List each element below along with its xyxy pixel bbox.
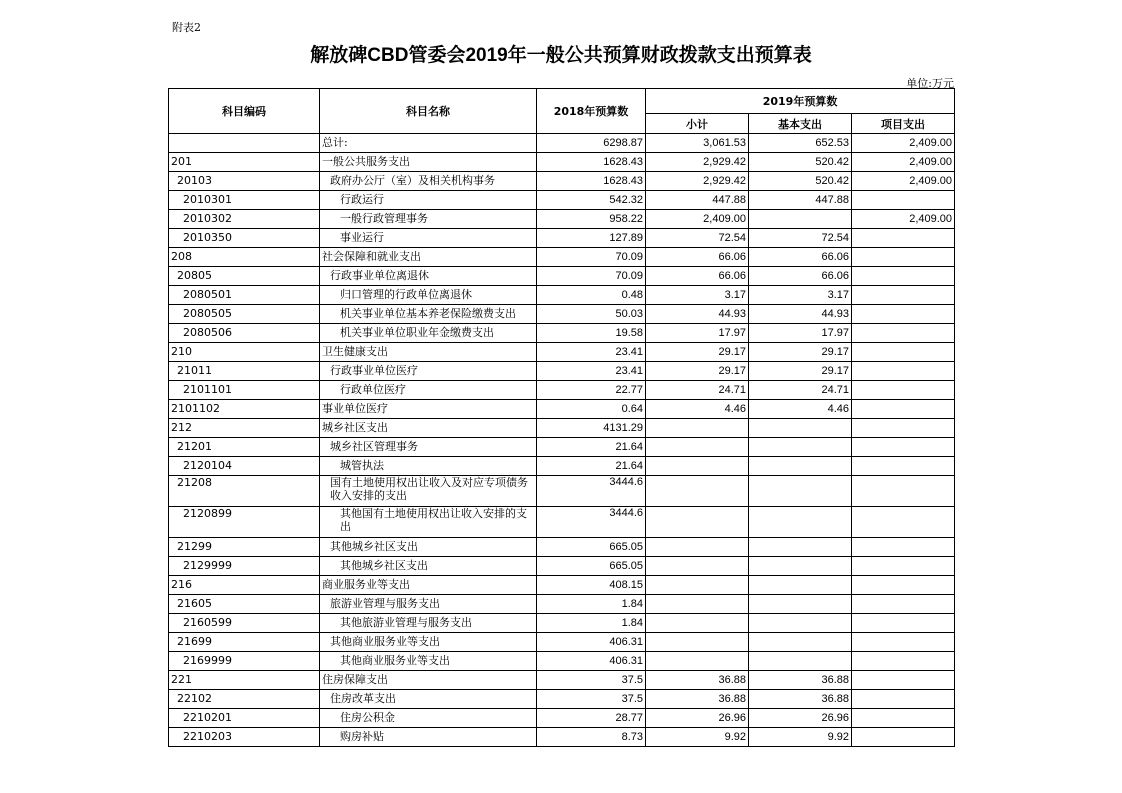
cell-code: 2010350 xyxy=(169,229,320,248)
cell-basic: 9.92 xyxy=(749,728,852,747)
cell-subtotal: 36.88 xyxy=(646,671,749,690)
cell-subtotal xyxy=(646,538,749,557)
cell-budget-2018: 50.03 xyxy=(537,305,646,324)
page-title: 解放碑CBD管委会2019年一般公共预算财政拨款支出预算表 xyxy=(310,45,812,66)
cell-project xyxy=(852,557,955,576)
cell-budget-2018: 3444.6 xyxy=(537,476,646,507)
cell-code: 210 xyxy=(169,343,320,362)
cell-name: 旅游业管理与服务支出 xyxy=(320,595,537,614)
cell-name: 其他国有土地使用权出让收入安排的支出 xyxy=(320,507,537,538)
table-row xyxy=(169,400,955,419)
cell-name: 一般公共服务支出 xyxy=(320,153,537,172)
cell-budget-2018: 1628.43 xyxy=(537,153,646,172)
annex-label: 附表2 xyxy=(172,21,201,34)
table-row xyxy=(169,633,955,652)
table-row xyxy=(169,191,955,210)
cell-project xyxy=(852,286,955,305)
table-row xyxy=(169,507,955,538)
cell-project xyxy=(852,476,955,507)
cell-code: 2120104 xyxy=(169,457,320,476)
table-row xyxy=(169,614,955,633)
cell-code: 2080505 xyxy=(169,305,320,324)
cell-name: 城乡社区管理事务 xyxy=(320,438,537,457)
cell-name: 社会保障和就业支出 xyxy=(320,248,537,267)
cell-basic: 17.97 xyxy=(749,324,852,343)
cell-name: 机关事业单位职业年金缴费支出 xyxy=(320,324,537,343)
cell-project xyxy=(852,324,955,343)
cell-basic xyxy=(749,652,852,671)
cell-code: 21201 xyxy=(169,438,320,457)
cell-name: 政府办公厅（室）及相关机构事务 xyxy=(320,172,537,191)
cell-name: 行政运行 xyxy=(320,191,537,210)
cell-project: 2,409.00 xyxy=(852,210,955,229)
cell-subtotal xyxy=(646,633,749,652)
cell-subtotal xyxy=(646,614,749,633)
cell-project xyxy=(852,633,955,652)
cell-subtotal xyxy=(646,576,749,595)
cell-name: 住房保障支出 xyxy=(320,671,537,690)
cell-subtotal: 44.93 xyxy=(646,305,749,324)
unit-label: 单位:万元 xyxy=(906,77,954,90)
table-row xyxy=(169,286,955,305)
table-row xyxy=(169,362,955,381)
cell-basic: 36.88 xyxy=(749,671,852,690)
budget-table xyxy=(168,88,955,747)
cell-project: 2,409.00 xyxy=(852,172,955,191)
table-row xyxy=(169,324,955,343)
cell-budget-2018: 8.73 xyxy=(537,728,646,747)
cell-code: 2101101 xyxy=(169,381,320,400)
cell-name: 事业单位医疗 xyxy=(320,400,537,419)
cell-project xyxy=(852,362,955,381)
cell-project xyxy=(852,614,955,633)
header-code: 科目编码 xyxy=(169,89,320,134)
cell-basic: 66.06 xyxy=(749,248,852,267)
cell-budget-2018: 21.64 xyxy=(537,457,646,476)
table-row xyxy=(169,248,955,267)
cell-code: 20103 xyxy=(169,172,320,191)
cell-name: 城管执法 xyxy=(320,457,537,476)
cell-name: 其他城乡社区支出 xyxy=(320,557,537,576)
cell-budget-2018: 958.22 xyxy=(537,210,646,229)
table-row xyxy=(169,172,955,191)
table-row xyxy=(169,210,955,229)
table-body xyxy=(169,134,955,747)
cell-subtotal xyxy=(646,438,749,457)
cell-name: 一般行政管理事务 xyxy=(320,210,537,229)
cell-budget-2018: 542.32 xyxy=(537,191,646,210)
table-row xyxy=(169,538,955,557)
cell-budget-2018: 70.09 xyxy=(537,248,646,267)
cell-basic: 29.17 xyxy=(749,343,852,362)
header-budget-2018: 2018年预算数 xyxy=(537,89,646,134)
cell-project xyxy=(852,267,955,286)
cell-subtotal: 36.88 xyxy=(646,690,749,709)
cell-name: 总计: xyxy=(320,134,537,153)
cell-code: 216 xyxy=(169,576,320,595)
cell-code: 21011 xyxy=(169,362,320,381)
cell-name: 城乡社区支出 xyxy=(320,419,537,438)
cell-project xyxy=(852,576,955,595)
table-row xyxy=(169,576,955,595)
cell-budget-2018: 1.84 xyxy=(537,595,646,614)
cell-subtotal: 17.97 xyxy=(646,324,749,343)
cell-subtotal: 4.46 xyxy=(646,400,749,419)
cell-project xyxy=(852,248,955,267)
cell-name: 购房补贴 xyxy=(320,728,537,747)
cell-basic xyxy=(749,438,852,457)
cell-budget-2018: 23.41 xyxy=(537,362,646,381)
cell-code: 221 xyxy=(169,671,320,690)
cell-subtotal xyxy=(646,557,749,576)
cell-subtotal: 26.96 xyxy=(646,709,749,728)
cell-budget-2018: 1.84 xyxy=(537,614,646,633)
header-budget-2019: 2019年预算数 xyxy=(646,89,955,114)
cell-project xyxy=(852,595,955,614)
cell-basic: 66.06 xyxy=(749,267,852,286)
cell-code: 21299 xyxy=(169,538,320,557)
cell-code: 2210203 xyxy=(169,728,320,747)
cell-code: 2169999 xyxy=(169,652,320,671)
cell-project xyxy=(852,457,955,476)
cell-code: 21605 xyxy=(169,595,320,614)
cell-basic: 447.88 xyxy=(749,191,852,210)
table-row xyxy=(169,671,955,690)
cell-code: 2010301 xyxy=(169,191,320,210)
cell-budget-2018: 0.64 xyxy=(537,400,646,419)
cell-name: 其他城乡社区支出 xyxy=(320,538,537,557)
cell-subtotal xyxy=(646,595,749,614)
cell-budget-2018: 22.77 xyxy=(537,381,646,400)
cell-budget-2018: 37.5 xyxy=(537,671,646,690)
cell-basic: 72.54 xyxy=(749,229,852,248)
cell-subtotal: 3,061.53 xyxy=(646,134,749,153)
cell-basic: 4.46 xyxy=(749,400,852,419)
table-row xyxy=(169,595,955,614)
cell-budget-2018: 408.15 xyxy=(537,576,646,595)
cell-budget-2018: 21.64 xyxy=(537,438,646,457)
cell-project xyxy=(852,728,955,747)
cell-name: 行政事业单位离退休 xyxy=(320,267,537,286)
cell-basic xyxy=(749,538,852,557)
cell-subtotal: 9.92 xyxy=(646,728,749,747)
table-row xyxy=(169,709,955,728)
cell-subtotal xyxy=(646,419,749,438)
cell-project xyxy=(852,419,955,438)
cell-code: 2210201 xyxy=(169,709,320,728)
cell-code xyxy=(169,134,320,153)
cell-basic: 520.42 xyxy=(749,172,852,191)
cell-basic: 29.17 xyxy=(749,362,852,381)
table-row xyxy=(169,267,955,286)
cell-project xyxy=(852,438,955,457)
cell-basic: 44.93 xyxy=(749,305,852,324)
cell-project xyxy=(852,671,955,690)
cell-budget-2018: 70.09 xyxy=(537,267,646,286)
cell-subtotal: 29.17 xyxy=(646,362,749,381)
cell-code: 212 xyxy=(169,419,320,438)
cell-subtotal: 447.88 xyxy=(646,191,749,210)
cell-code: 21208 xyxy=(169,476,320,507)
header-name: 科目名称 xyxy=(320,89,537,134)
table-row xyxy=(169,134,955,153)
cell-code: 20805 xyxy=(169,267,320,286)
cell-subtotal xyxy=(646,476,749,507)
cell-code: 201 xyxy=(169,153,320,172)
cell-name: 其他商业服务业等支出 xyxy=(320,652,537,671)
table-row xyxy=(169,476,955,507)
cell-budget-2018: 19.58 xyxy=(537,324,646,343)
cell-project xyxy=(852,652,955,671)
cell-project xyxy=(852,305,955,324)
header-subtotal: 小计 xyxy=(646,114,749,134)
cell-project xyxy=(852,507,955,538)
cell-project xyxy=(852,381,955,400)
table-row xyxy=(169,419,955,438)
cell-basic xyxy=(749,576,852,595)
cell-budget-2018: 6298.87 xyxy=(537,134,646,153)
cell-basic xyxy=(749,210,852,229)
cell-basic xyxy=(749,476,852,507)
cell-basic: 520.42 xyxy=(749,153,852,172)
cell-subtotal xyxy=(646,507,749,538)
cell-subtotal xyxy=(646,652,749,671)
cell-project xyxy=(852,229,955,248)
cell-basic xyxy=(749,595,852,614)
cell-subtotal: 66.06 xyxy=(646,267,749,286)
cell-code: 2129999 xyxy=(169,557,320,576)
cell-name: 归口管理的行政单位离退休 xyxy=(320,286,537,305)
cell-name: 住房公积金 xyxy=(320,709,537,728)
cell-code: 208 xyxy=(169,248,320,267)
cell-code: 2160599 xyxy=(169,614,320,633)
cell-basic xyxy=(749,557,852,576)
cell-budget-2018: 665.05 xyxy=(537,538,646,557)
cell-project xyxy=(852,400,955,419)
cell-code: 2120899 xyxy=(169,507,320,538)
table-row xyxy=(169,381,955,400)
cell-subtotal: 29.17 xyxy=(646,343,749,362)
cell-name: 机关事业单位基本养老保险缴费支出 xyxy=(320,305,537,324)
cell-name: 其他商业服务业等支出 xyxy=(320,633,537,652)
cell-subtotal: 24.71 xyxy=(646,381,749,400)
table-row xyxy=(169,557,955,576)
cell-budget-2018: 4131.29 xyxy=(537,419,646,438)
cell-subtotal: 2,929.42 xyxy=(646,172,749,191)
table-row xyxy=(169,438,955,457)
cell-project xyxy=(852,709,955,728)
header-project: 项目支出 xyxy=(852,114,955,134)
cell-subtotal: 3.17 xyxy=(646,286,749,305)
cell-code: 2080501 xyxy=(169,286,320,305)
cell-basic xyxy=(749,633,852,652)
cell-code: 22102 xyxy=(169,690,320,709)
table-row xyxy=(169,229,955,248)
cell-basic: 36.88 xyxy=(749,690,852,709)
table-row xyxy=(169,728,955,747)
cell-project xyxy=(852,343,955,362)
table-row xyxy=(169,690,955,709)
cell-basic: 3.17 xyxy=(749,286,852,305)
cell-basic xyxy=(749,507,852,538)
table-row xyxy=(169,153,955,172)
cell-project xyxy=(852,690,955,709)
table-row xyxy=(169,652,955,671)
cell-budget-2018: 37.5 xyxy=(537,690,646,709)
cell-budget-2018: 3444.6 xyxy=(537,507,646,538)
cell-budget-2018: 0.48 xyxy=(537,286,646,305)
cell-project xyxy=(852,191,955,210)
table-row xyxy=(169,457,955,476)
cell-basic xyxy=(749,457,852,476)
cell-budget-2018: 127.89 xyxy=(537,229,646,248)
cell-basic: 652.53 xyxy=(749,134,852,153)
cell-code: 21699 xyxy=(169,633,320,652)
cell-project xyxy=(852,538,955,557)
cell-name: 国有土地使用权出让收入及对应专项债务收入安排的支出 xyxy=(320,476,537,507)
cell-subtotal: 2,409.00 xyxy=(646,210,749,229)
table-row xyxy=(169,305,955,324)
cell-subtotal xyxy=(646,457,749,476)
cell-code: 2101102 xyxy=(169,400,320,419)
cell-budget-2018: 406.31 xyxy=(537,652,646,671)
cell-name: 其他旅游业管理与服务支出 xyxy=(320,614,537,633)
cell-project: 2,409.00 xyxy=(852,153,955,172)
cell-name: 行政事业单位医疗 xyxy=(320,362,537,381)
cell-subtotal: 66.06 xyxy=(646,248,749,267)
cell-name: 商业服务业等支出 xyxy=(320,576,537,595)
cell-budget-2018: 406.31 xyxy=(537,633,646,652)
cell-name: 事业运行 xyxy=(320,229,537,248)
cell-budget-2018: 28.77 xyxy=(537,709,646,728)
cell-name: 住房改革支出 xyxy=(320,690,537,709)
cell-code: 2080506 xyxy=(169,324,320,343)
cell-name: 行政单位医疗 xyxy=(320,381,537,400)
cell-project: 2,409.00 xyxy=(852,134,955,153)
cell-subtotal: 72.54 xyxy=(646,229,749,248)
cell-basic: 26.96 xyxy=(749,709,852,728)
cell-budget-2018: 1628.43 xyxy=(537,172,646,191)
cell-code: 2010302 xyxy=(169,210,320,229)
cell-name: 卫生健康支出 xyxy=(320,343,537,362)
cell-basic xyxy=(749,614,852,633)
cell-budget-2018: 23.41 xyxy=(537,343,646,362)
cell-basic xyxy=(749,419,852,438)
header-basic: 基本支出 xyxy=(749,114,852,134)
cell-subtotal: 2,929.42 xyxy=(646,153,749,172)
cell-budget-2018: 665.05 xyxy=(537,557,646,576)
table-row xyxy=(169,343,955,362)
cell-basic: 24.71 xyxy=(749,381,852,400)
